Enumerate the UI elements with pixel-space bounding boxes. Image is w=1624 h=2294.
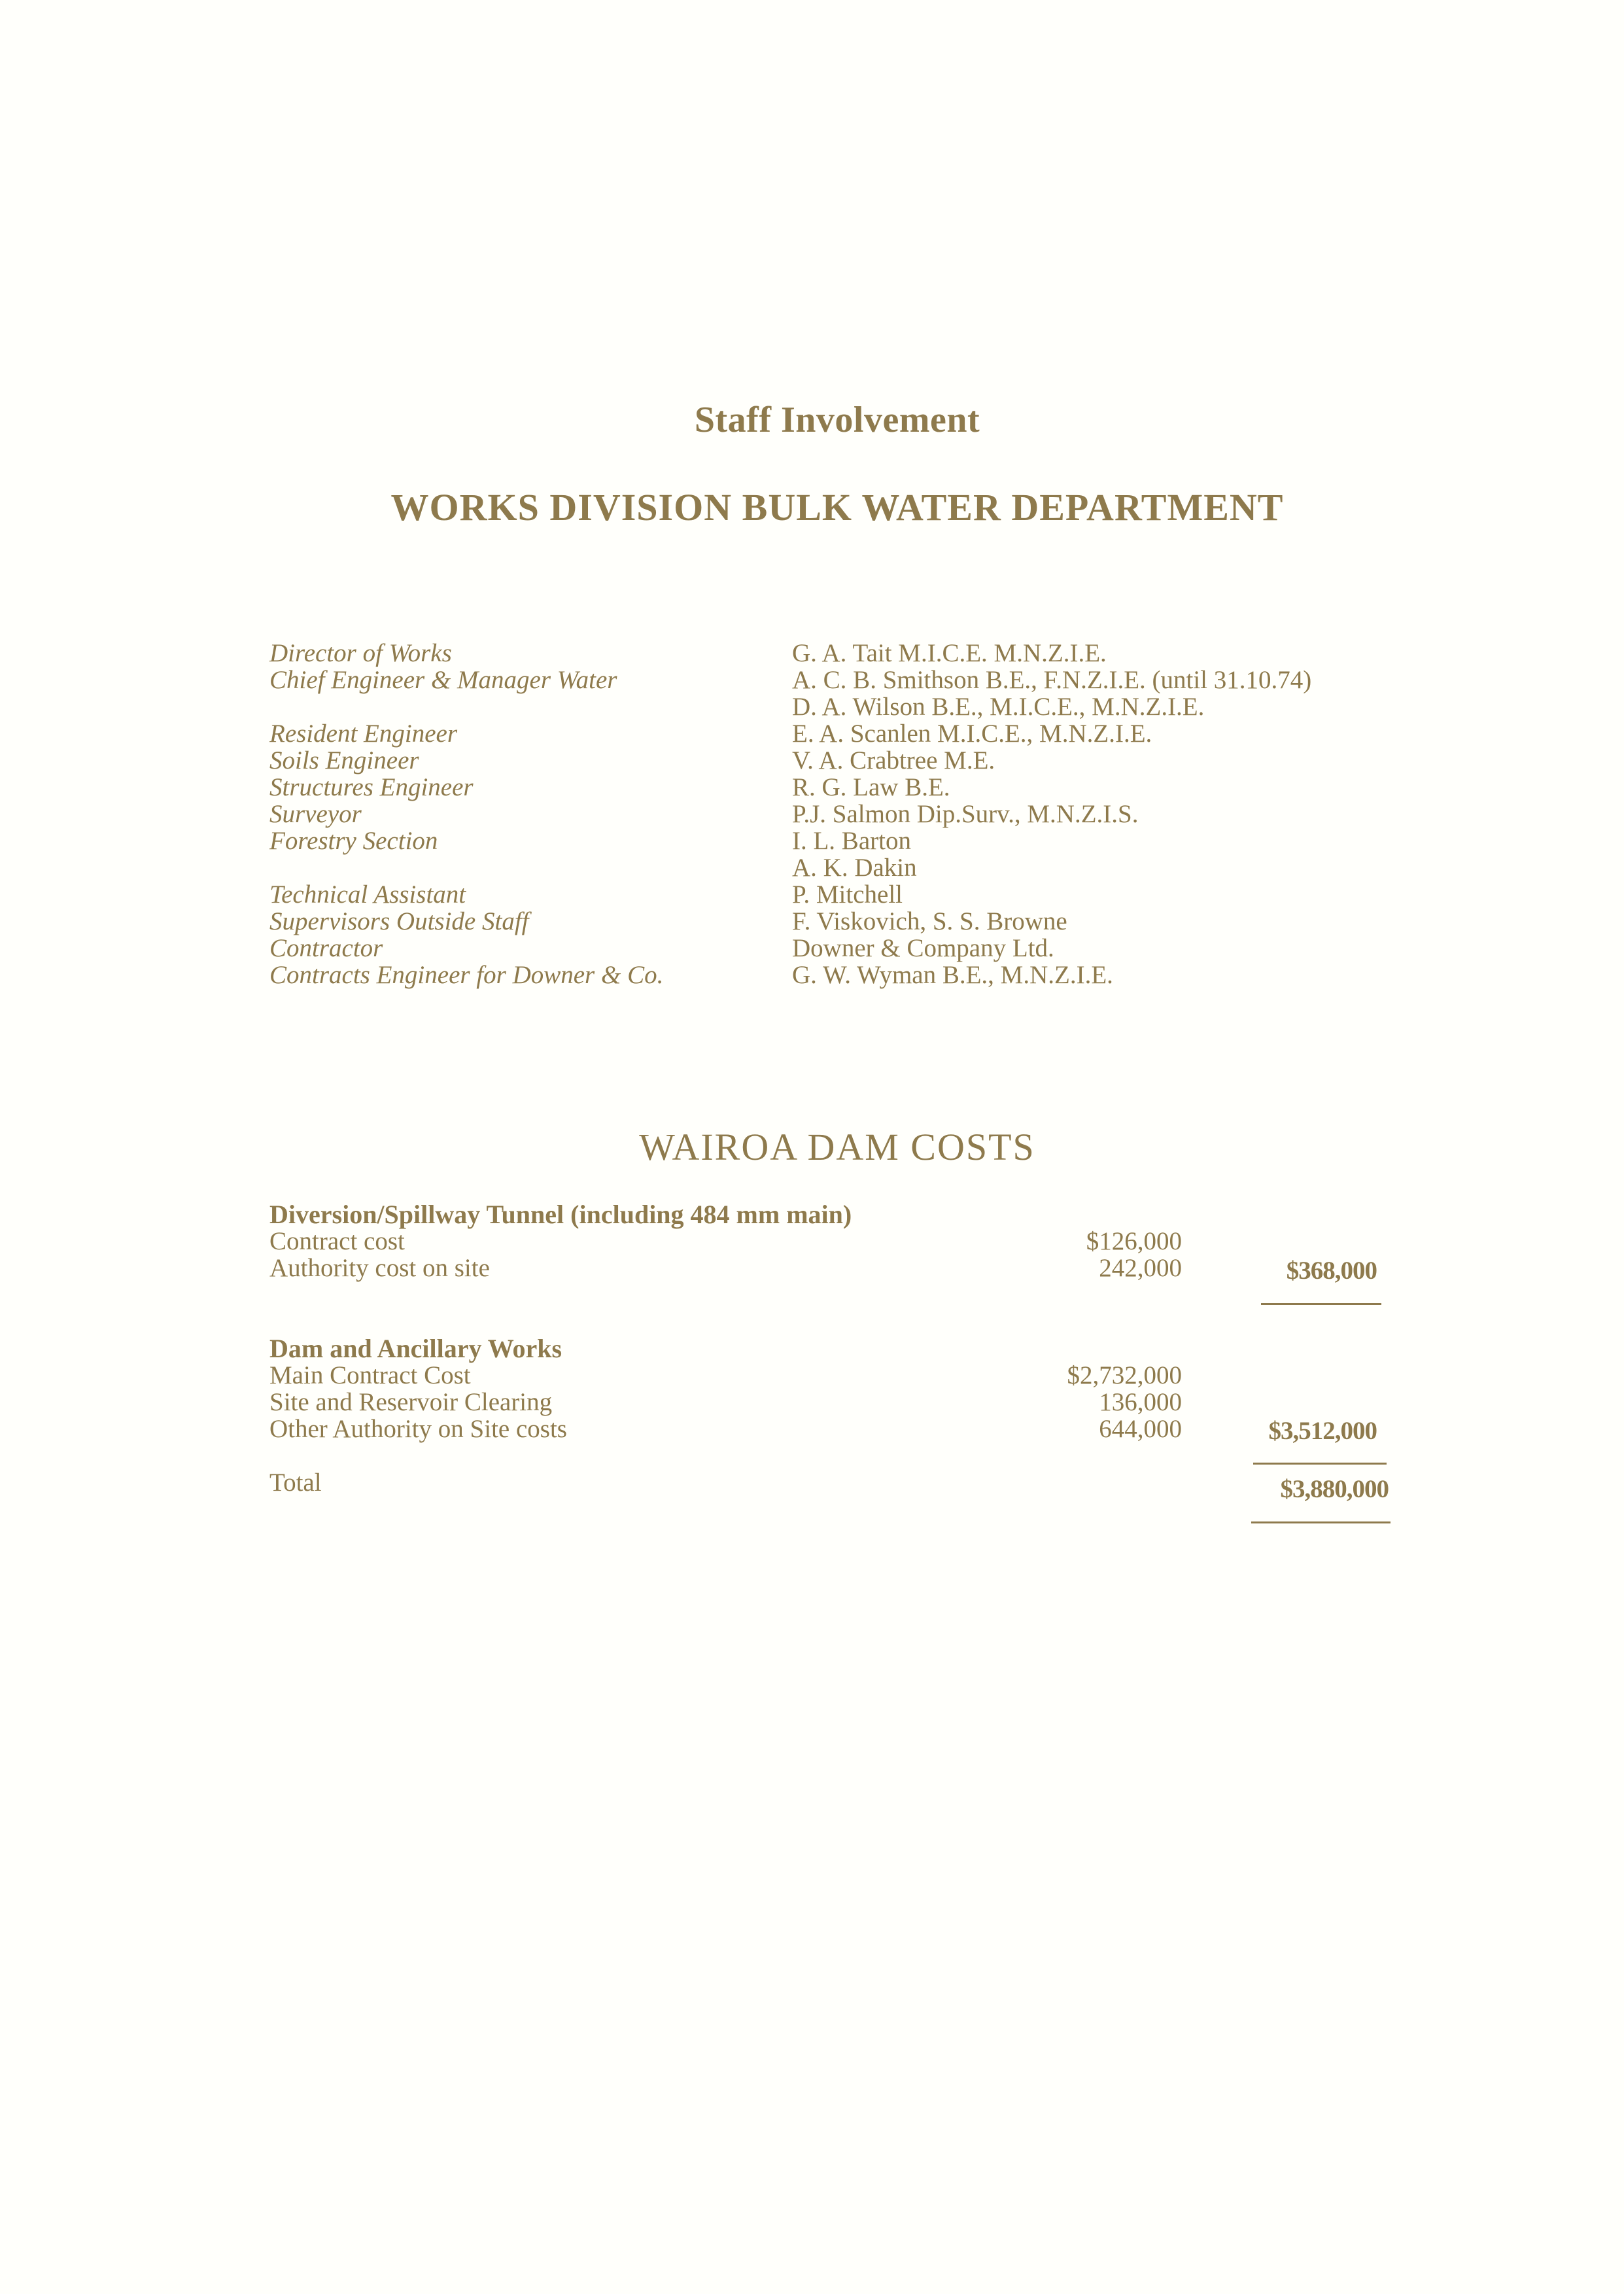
staff-name: D. A. Wilson B.E., M.I.C.E., M.N.Z.I.E.	[792, 693, 1205, 721]
role-forestry-section: Forestry Section	[269, 827, 438, 855]
page-title: Staff Involvement	[694, 400, 980, 440]
role-chief-engineer: Chief Engineer & Manager Water	[269, 666, 617, 694]
cost-row-amount: $126,000	[1086, 1227, 1182, 1255]
subtotal-rule	[1261, 1303, 1381, 1305]
dam-subtotal: $3,512,000	[1268, 1417, 1377, 1445]
role-soils-engineer: Soils Engineer	[269, 746, 419, 774]
staff-name: G. W. Wyman B.E., M.N.Z.I.E.	[792, 961, 1113, 989]
role-resident-engineer: Resident Engineer	[269, 720, 457, 748]
staff-name: Downer & Company Ltd.	[792, 934, 1054, 962]
cost-row-amount: $2,732,000	[1067, 1361, 1182, 1389]
staff-name: R. G. Law B.E.	[792, 773, 950, 801]
staff-name: V. A. Crabtree M.E.	[792, 746, 995, 774]
staff-name: E. A. Scanlen M.I.C.E., M.N.Z.I.E.	[792, 720, 1152, 748]
tunnel-subtotal: $368,000	[1286, 1257, 1377, 1285]
staff-name: F. Viskovich, S. S. Browne	[792, 907, 1067, 935]
dam-heading: Dam and Ancillary Works	[269, 1334, 562, 1363]
staff-name: A. K. Dakin	[792, 854, 917, 882]
role-contracts-engineer: Contracts Engineer for Downer & Co.	[269, 961, 664, 989]
cost-row-amount: 644,000	[1099, 1415, 1182, 1443]
role-surveyor: Surveyor	[269, 800, 362, 828]
cost-row-label: Main Contract Cost	[269, 1361, 471, 1389]
staff-name: G. A. Tait M.I.C.E. M.N.Z.I.E.	[792, 639, 1107, 667]
department-heading: WORKS DIVISION BULK WATER DEPARTMENT	[390, 486, 1284, 529]
role-structures-engineer: Structures Engineer	[269, 773, 474, 801]
cost-row-label: Authority cost on site	[269, 1254, 490, 1282]
role-technical-assistant: Technical Assistant	[269, 880, 466, 909]
total-rule	[1251, 1521, 1391, 1523]
total-label: Total	[269, 1469, 322, 1497]
role-contractor: Contractor	[269, 934, 383, 962]
tunnel-heading: Diversion/Spillway Tunnel (including 484 mm main)	[269, 1200, 852, 1229]
staff-name: A. C. B. Smithson B.E., F.N.Z.I.E. (until 31.10.74)	[792, 666, 1312, 694]
staff-name: P. Mitchell	[792, 880, 903, 909]
staff-name: I. L. Barton	[792, 827, 911, 855]
cost-row-label: Site and Reservoir Clearing	[269, 1388, 553, 1416]
cost-row-amount: 136,000	[1099, 1388, 1182, 1416]
costs-title: WAIROA DAM COSTS	[639, 1126, 1035, 1168]
cost-row-label: Contract cost	[269, 1227, 405, 1255]
grand-total: $3,880,000	[1280, 1475, 1389, 1503]
role-supervisors-outside-staff: Supervisors Outside Staff	[269, 907, 529, 935]
cost-row-label: Other Authority on Site costs	[269, 1415, 567, 1443]
role-director-of-works: Director of Works	[269, 639, 452, 667]
staff-name: P.J. Salmon Dip.Surv., M.N.Z.I.S.	[792, 800, 1139, 828]
cost-row-amount: 242,000	[1099, 1254, 1182, 1282]
subtotal-rule	[1253, 1463, 1387, 1465]
